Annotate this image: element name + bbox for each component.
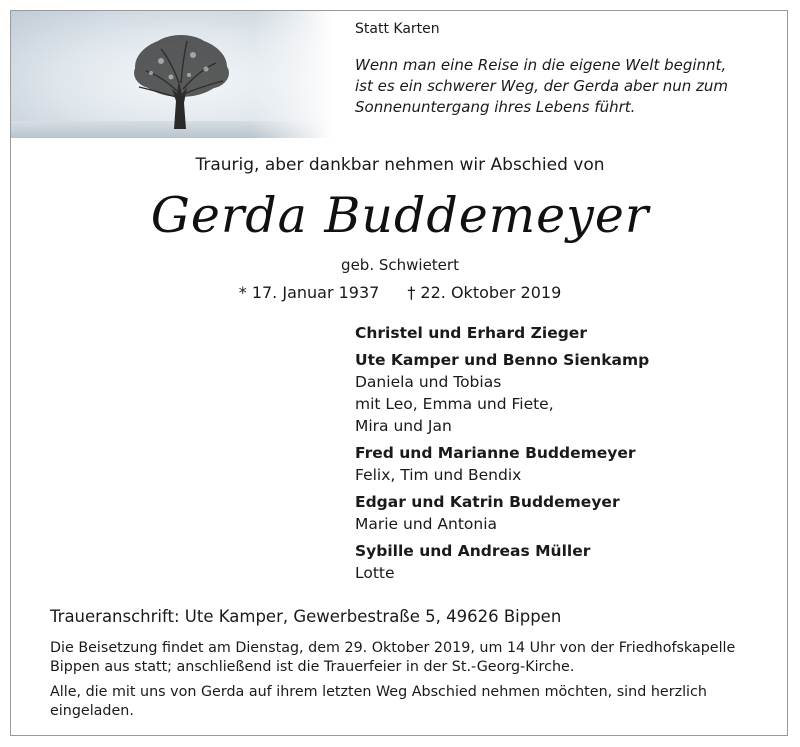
quote-line: ist es ein schwerer Weg, der Gerda aber nun zum — [355, 77, 728, 95]
family-group — [355, 322, 649, 344]
life-dates — [0, 283, 800, 302]
tree-image — [11, 11, 333, 138]
family-group-head: Sybille und Andreas Müller — [355, 542, 591, 560]
family-member: Lotte — [355, 564, 395, 582]
family-member: Mira und Jan — [355, 417, 452, 435]
header-note: Statt Karten — [355, 21, 440, 37]
quote — [355, 55, 728, 118]
quote-line: Wenn man eine Reise in die eigene Welt beginnt, — [355, 56, 727, 74]
family-group — [355, 540, 649, 584]
deceased-name: Gerda Buddemeyer — [150, 187, 650, 244]
family-group-head: Ute Kamper und Benno Sienkamp — [355, 351, 650, 369]
death-date: † 22. Oktober 2019 — [407, 283, 562, 302]
quote-line: Sonnenuntergang ihres Lebens führt. — [355, 98, 636, 116]
family-member: Felix, Tim und Bendix — [355, 466, 522, 484]
mourning-address: Traueranschrift: Ute Kamper, Gewerbestraße 5, 49626 Bippen — [50, 607, 562, 626]
family-member: mit Leo, Emma und Fiete, — [355, 395, 554, 413]
family-member: Daniela und Tobias — [355, 373, 502, 391]
family-group-head: Edgar und Katrin Buddemeyer — [355, 493, 620, 511]
family-group — [355, 349, 649, 437]
birth-date: * 17. Januar 1937 — [238, 283, 380, 302]
family-group-head: Christel und Erhard Zieger — [355, 324, 587, 342]
funeral-text: Die Beisetzung findet am Dienstag, dem 29. Oktober 2019, um 14 Uhr von der Friedhofskapelle Bippen aus statt; anschließend ist die Trauerfeier in der St.-Georg-Kirche. — [50, 640, 736, 675]
intro-text: Traurig, aber dankbar nehmen wir Abschied von — [195, 155, 605, 175]
family-group — [355, 491, 649, 535]
family-group — [355, 442, 649, 486]
family-list — [355, 322, 649, 589]
invitation-text: Alle, die mit uns von Gerda auf ihrem letzten Weg Abschied nehmen möchten, sind herzlich eingeladen. — [50, 684, 707, 719]
family-group-head: Fred und Marianne Buddemeyer — [355, 444, 636, 462]
tree-icon — [11, 11, 333, 138]
family-member: Marie und Antonia — [355, 515, 498, 533]
birth-name: geb. Schwietert — [341, 256, 459, 274]
